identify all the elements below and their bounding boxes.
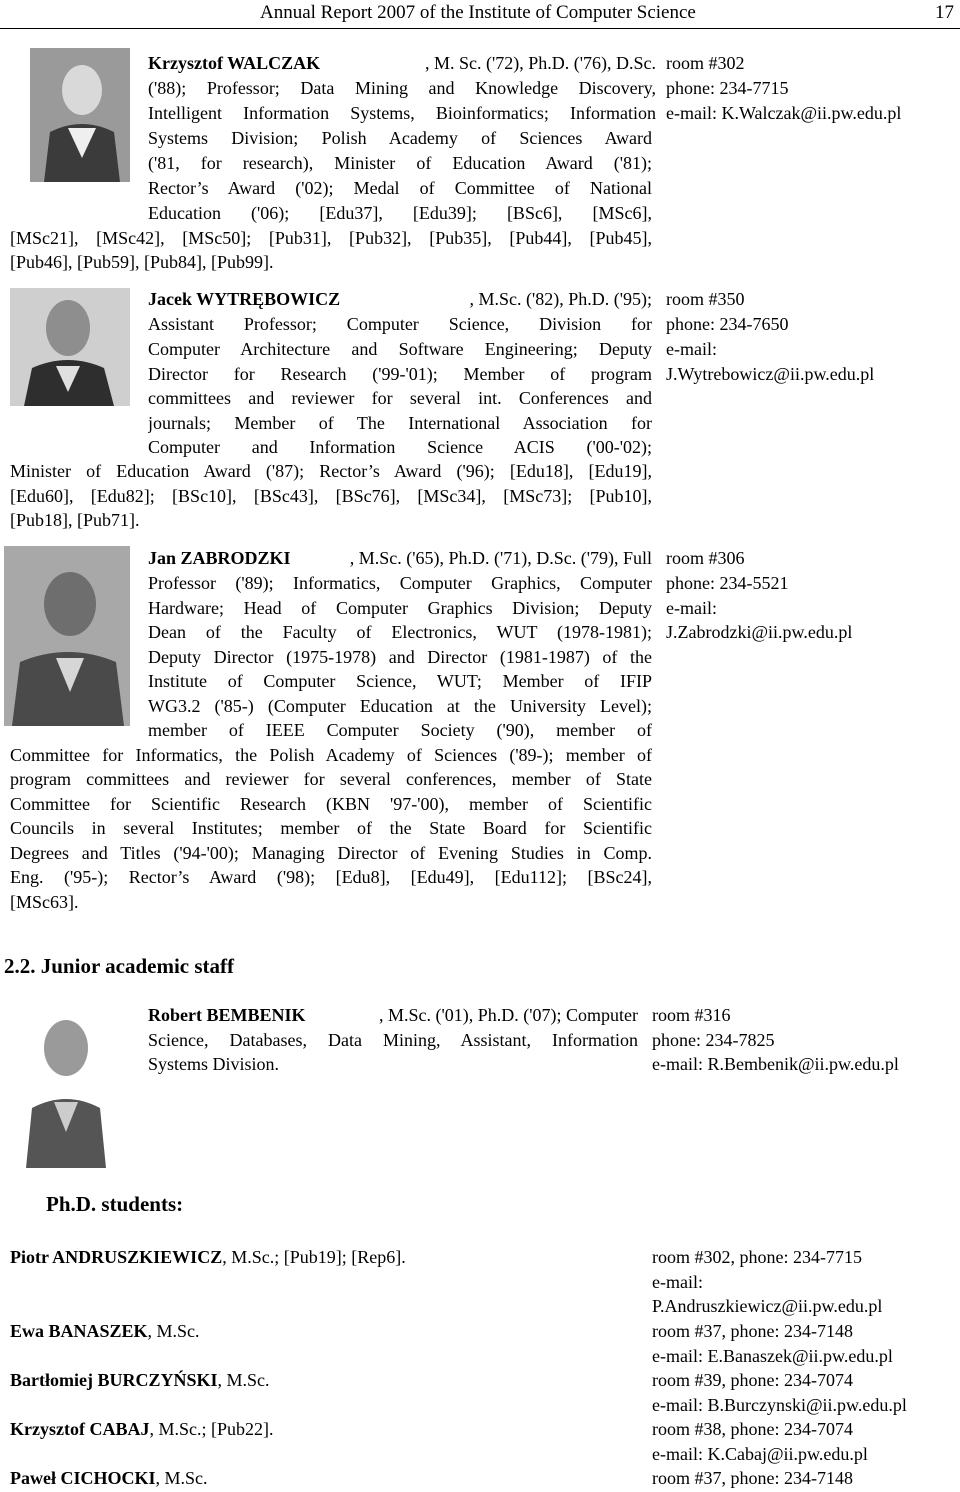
room-phone: room #302, phone: 234-7715 [652,1247,862,1267]
email-label: e-mail: [652,1272,703,1292]
student-details: , M.Sc. [217,1370,270,1390]
student-entry [10,1368,270,1393]
staff-text-line: Intelligent Information Systems, Bioinformatics; Information [148,103,656,123]
staff-text-line: Assistant Professor; Computer Science, Division for [148,314,652,334]
staff-text-line: Deputy Director (1975-1978) and Director (1981-1987) of the [148,647,652,667]
staff-text-line: committees and reviewer for several int. Conferences and [148,388,652,408]
staff-text-line: Rector’s Award ('02); Medal of Committee of National [148,178,652,198]
staff-text-line: Computer and Information Science ACIS ('00-'02); [148,437,652,457]
room-number: room #302 [666,53,745,73]
room-phone: room #37, phone: 234-7148 [652,1468,853,1488]
email-address: P.Andruszkiewicz@ii.pw.edu.pl [652,1296,883,1316]
staff-text-line: , M.Sc. ('01), Ph.D. ('07); Computer [379,1005,638,1025]
staff-text-line: journals; Member of The International Association for [148,413,652,433]
section-heading: 2.2. Junior academic staff [4,954,235,978]
student-entry [10,1245,406,1270]
staff-text-line: [Pub18], [Pub71]. [10,510,140,530]
staff-text-line: Education ('06); [Edu37], [Edu39]; [BSc6], [MSc6], [148,203,652,223]
email-label: e-mail: [666,598,717,618]
staff-name: Robert BEMBENIK [148,1005,306,1025]
phone-number: phone: 234-7650 [666,314,789,334]
staff-text-line: , M.Sc. ('65), Ph.D. ('71), D.Sc. ('79), Full [349,548,652,568]
email-address: J.Zabrodzki@ii.pw.edu.pl [666,622,853,642]
email-address: e-mail: R.Bembenik@ii.pw.edu.pl [652,1054,899,1074]
staff-text-line: [MSc21], [MSc42], [MSc50]; [Pub31], [Pub32], [Pub35], [Pub44], [Pub45], [10,228,652,248]
room-number: room #316 [652,1005,731,1025]
staff-text-line: Computer Architecture and Software Engineering; Deputy [148,339,652,359]
staff-text-line: Hardware; Head of Computer Graphics Division; Deputy [148,598,652,618]
student-name: Bartłomiej BURCZYŃSKI [10,1370,218,1390]
staff-text-line: Systems Division; Polish Academy of Sciences Award [148,128,652,148]
email-address: e-mail: B.Burczynski@ii.pw.edu.pl [652,1395,907,1415]
staff-text-line: ('88); Professor; Data Mining and Knowledge Discovery, [148,78,656,98]
phone-number: phone: 234-5521 [666,573,789,593]
email-address: e-mail: K.Cabaj@ii.pw.edu.pl [652,1444,868,1464]
staff-text-line: , M.Sc. ('82), Ph.D. ('95); [469,289,652,309]
staff-text-line: WG3.2 ('85-) (Computer Education at the University Level); [148,696,652,716]
student-name: Krzysztof CABAJ [10,1419,150,1439]
staff-text-line: Degrees and Titles ('94-'00); Managing Director of Evening Studies in Comp. [10,843,652,863]
staff-text-line: Committee for Scientific Research (KBN '97-'00), member of Scientific [10,794,652,814]
portrait-photo [30,48,130,182]
portrait-photo [10,288,130,406]
staff-text-line: [Pub46], [Pub59], [Pub84], [Pub99]. [10,252,274,272]
student-entry [10,1466,208,1491]
email-address: e-mail: E.Banaszek@ii.pw.edu.pl [652,1346,893,1366]
student-details: , M.Sc.; [Pub19]; [Rep6]. [222,1247,406,1267]
room-phone: room #37, phone: 234-7148 [652,1321,853,1341]
staff-text-line: ('81, for research), Minister of Education Award ('81); [148,153,652,173]
staff-text-line: Director for Research ('99-'01); Member of program [148,364,652,384]
staff-text-line: Science, Databases, Data Mining, Assistant, Information [148,1030,638,1050]
student-name: Ewa BANASZEK [10,1321,148,1341]
staff-text-line: program committees and reviewer for several conferences, member of State [10,769,652,789]
staff-text-line: [Edu60], [Edu82]; [BSc10], [BSc43], [BSc76], [MSc34], [MSc73]; [Pub10], [10,486,652,506]
room-phone: room #39, phone: 234-7074 [652,1370,853,1390]
student-details: , M.Sc. [155,1468,208,1488]
staff-text-line: Eng. ('95-); Rector’s Award ('98); [Edu8], [Edu49], [Edu112]; [BSc24], [10,867,652,887]
section-heading: Ph.D. students: [46,1192,184,1216]
room-phone: room #38, phone: 234-7074 [652,1419,853,1439]
staff-text-line: member of IEEE Computer Society ('90), member of [148,720,652,740]
phone-number: phone: 234-7715 [666,78,789,98]
staff-name: Jacek WYTRĘBOWICZ [148,289,341,309]
student-name: Piotr ANDRUSZKIEWICZ [10,1247,223,1267]
portrait-photo [4,546,130,726]
staff-text-line: , M. Sc. ('72), Ph.D. ('76), D.Sc. [425,53,656,73]
portrait-photo [0,1002,130,1170]
staff-name: Jan ZABRODZKI [148,548,291,568]
room-number: room #350 [666,289,745,309]
room-number: room #306 [666,548,745,568]
staff-text-line: [MSc63]. [10,892,79,912]
page-number: 17 [935,2,954,23]
staff-text-line: Councils in several Institutes; member of the State Board for Scientific [10,818,652,838]
staff-text-line: Institute of Computer Science, WUT; Member of IFIP [148,671,652,691]
student-details: , M.Sc. [147,1321,200,1341]
staff-name: Krzysztof WALCZAK [148,53,321,73]
email-label: e-mail: [666,339,717,359]
student-entry [10,1417,273,1442]
email-address: J.Wytrebowicz@ii.pw.edu.pl [666,364,875,384]
staff-text-line: Systems Division. [148,1054,280,1074]
page-header [0,0,960,29]
email-address: e-mail: K.Walczak@ii.pw.edu.pl [666,103,902,123]
student-entry [10,1319,200,1344]
staff-text-line: Committee for Informatics, the Polish Academy of Sciences ('89-); member of [10,745,652,765]
staff-text-line: Professor ('89); Informatics, Computer Graphics, Computer [148,573,652,593]
staff-text-line: Dean of the Faculty of Electronics, WUT (1978-1981); [148,622,652,642]
staff-text-line: Minister of Education Award ('87); Rector’s Award ('96); [Edu18], [Edu19], [10,461,652,481]
report-title: Annual Report 2007 of the Institute of Computer Science [260,2,696,23]
student-name: Paweł CICHOCKI [10,1468,156,1488]
student-details: , M.Sc.; [Pub22]. [149,1419,274,1439]
phone-number: phone: 234-7825 [652,1030,775,1050]
